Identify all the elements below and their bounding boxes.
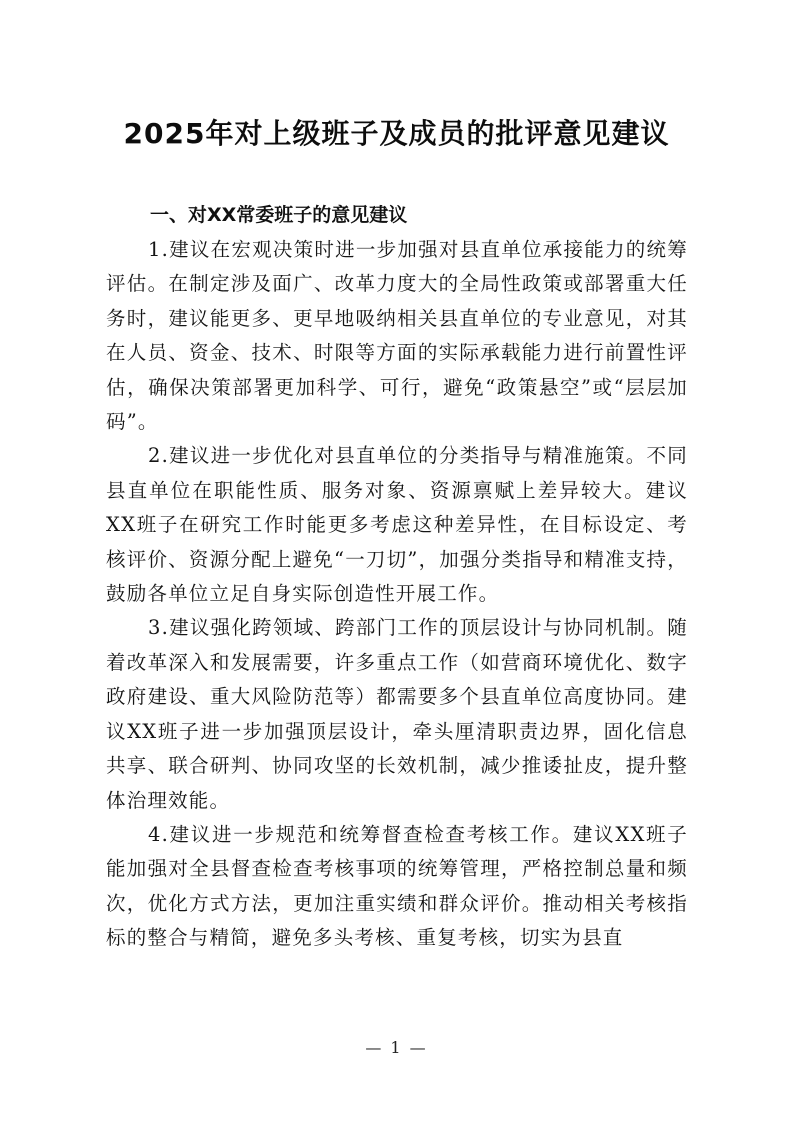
paragraph-1: 1.建议在宏观决策时进一步加强对县直单位承接能力的统筹评估。在制定涉及面广、改革力度大的全局性政策或部署重大任务时，建议能更多、更早地吸纳相关县直单位的专业意见，对其在人员、资金、技术、时限等方面的实际承载能力进行前置性评估，确保决策部署更加科学、可行，避免“政策悬空”或“层层加码”。	[106, 238, 688, 434]
document-body	[106, 197, 688, 956]
paragraph-3: 3.建议强化跨领域、跨部门工作的顶层设计与协同机制。随着改革深入和发展需要，许多重点工作（如营商环境优化、数字政府建设、重大风险防范等）都需要多个县直单位高度协同。建议XX班子进一步加强顶层设计，牵头厘清职责边界，固化信息共享、联合研判、协同攻坚的长效机制，减少推诿扯皮，提升整体治理效能。	[106, 616, 688, 812]
paragraph-4: 4.建议进一步规范和统筹督查检查考核工作。建议XX班子能加强对全县督查检查考核事项的统筹管理，严格控制总量和频次，优化方式方法，更加注重实绩和群众评价。推动相关考核指标的整合与精简，避免多头考核、重复考核，切实为县直	[106, 822, 688, 950]
paragraph-2: 2.建议进一步优化对县直单位的分类指导与精准施策。不同县直单位在职能性质、服务对象、资源禀赋上差异较大。建议XX班子在研究工作时能更多考虑这种差异性，在目标设定、考核评价、资源分配上避免“一刀切”，加强分类指导和精准支持，鼓励各单位立足自身实际创造性开展工作。	[106, 444, 688, 606]
document-title: 2025年对上级班子及成员的批评意见建议	[123, 117, 670, 150]
section-heading: 一、对XX常委班子的意见建议	[150, 204, 408, 226]
page-number: — 1 —	[365, 1038, 428, 1057]
